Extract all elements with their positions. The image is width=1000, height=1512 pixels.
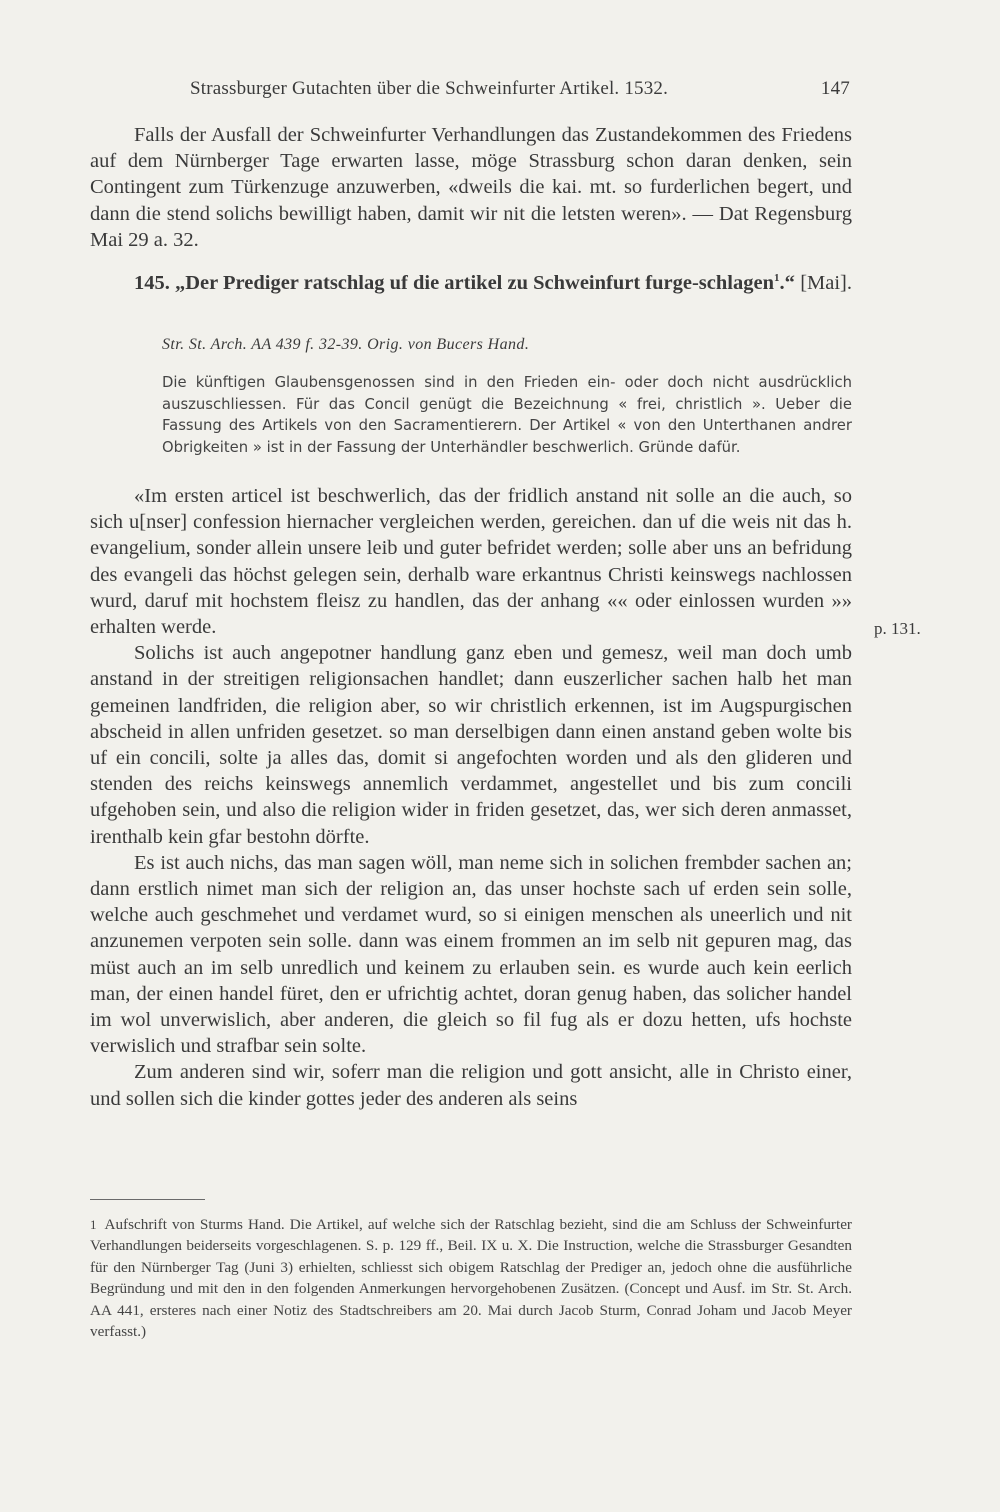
footnote-divider (90, 1199, 205, 1200)
body-paragraph-1: «Im ersten articel ist beschwerlich, das der fridlich anstand nit solle an die auch, so sich u[nser] confession hiernacher vergleichen werden, gereichen. dan uf die weis nit das h. evangelium, sonder allein unsere leib und guter befridet werden; solle aber uns an befridung des evangeli das höchst gelegen sein, derhalb ware erkantnus Christi keinswegs nachlossen wurd, daruf mit hochstem fleisz zu handlen, das der anhang «« oder einlossen wurden »» erhalten werde. (90, 485, 852, 639)
footnote-ref: 1 (773, 272, 780, 285)
heading-text: 145. „Der Prediger ratschlag uf die artikel zu Schweinfurt furge-schlagen (134, 272, 774, 294)
body-paragraph-3: Es ist auch nichs, das man sagen wöll, man neme sich in solichen frembder sachen an; dann erstlich nimet man sich der religion an, das unser hochste sach uf erden sein solle, welche auch geschmehet und verdamet wurd, so si einigen menschen als uneerlich und nit anzunemen verpoten sein solle. dann was einem frommen an im selb nit gepuren mag, das müst auch an im selb unredlich und keinem zu erlauben sein. es wurde auch kein eerlich man, der einen handel füret, den er ufrichtig achtet, doran genug haben, das solicher handel im wol unverwislich, aber anderen, die gleich so fil fug als er dozu hetten, ufs hochste verwislich und strafbar sein solte. (90, 851, 852, 1058)
footnote-text: Aufschrift von Sturms Hand. Die Artikel, auf welche sich der Ratschlag bezieht, sind die am Schluss der Schweinfurter Verhandlungen beiderseits vorgeschlagenen. S. p. 129 ff., Beil. IX u. X. Die Instruction, welche die Strassburger Gesandten für den Nürnberger Tag (Juni 3) erhielten, schliesst sich obigem Ratschlag der Prediger an, jedoch ohne die ausführliche Begründung und mit den in den folgenden Anmerkungen hervorgehobenen Zusätzen. (Concept und Ausf. im Str. St. Arch. AA 441, ersteres nach einer Notiz des Stadtschreibers am 20. Mai durch Jacob Sturm, Conrad Joham und Jacob Meyer verfasst.) (90, 1216, 852, 1341)
body-paragraph-2: Solichs ist auch angepotner handlung ganz eben und gemesz, weil man doch umb anstand in der streitigen religionsachen handlet; dann euszerlicher sachen halb het man gemeinen landfriden, die religion aber, so wir christlich erkennen, ist im Augspurgischen abscheid in allen unfriden gesetzet. so man derselbigen dann einen anstand geben wolte bis uf ein concili, solte ja alles das, domit si angefochten worden und als den glideren und stenden des reichs keinswegs annemlich verdammet, angestellet und bis zum concili ufgehoben sein, und also die religion wider in friden gesetzet, das, wer sich deren anmasset, irenthalb kein gfar bestohn dörfte. (90, 642, 852, 848)
document-heading-block (90, 270, 852, 296)
running-title: Strassburger Gutachten über die Schweinfurter Artikel. 1532. (190, 78, 669, 99)
page-number: 147 (820, 78, 850, 99)
document-summary: Die künftigen Glaubensgenossen sind in den Frieden ein- oder doch nicht ausdrücklich auszuschliessen. Für das Concil genügt die Bezeichnung « frei, christlich ». Ueber die Fassung des Artikels von den Sacramentierern. Der Artikel « von den Unterthanen andrer Obrigkeiten » ist in der Fassung der Unterhändler beschwerlich. Gründe dafür. (162, 374, 852, 456)
footnote-mark: 1 (90, 1217, 97, 1232)
heading-close: .“ (779, 272, 795, 294)
document-heading (90, 270, 852, 296)
body-paragraph-4: Zum anderen sind wir, soferr man die religion und gott ansicht, alle in Christo einer, und sollen sich die kinder gottes jeder des anderen als seins (90, 1061, 852, 1110)
archive-source: Str. St. Arch. AA 439 f. 32-39. Orig. von Bucers Hand. (162, 336, 530, 353)
document-body (90, 483, 852, 1112)
running-header (190, 78, 850, 100)
document-date: [Mai]. (800, 272, 852, 294)
footnote (90, 1214, 852, 1342)
intro-paragraph: Falls der Ausfall der Schweinfurter Verhandlungen das Zustandekommen des Friedens auf dem Nürnberger Tage erwarten lasse, möge Strassburg schon daran denken, sein Contingent zum Türkenzuge anzuwerben, «dweils die kai. mt. so furderlichen begert, und dann die stend solichs bewilligt haben, damit wir nit die letsten weren». — Dat Regensburg Mai 29 a. 32. (90, 124, 852, 251)
margin-page-reference: p. 131. (874, 619, 921, 638)
